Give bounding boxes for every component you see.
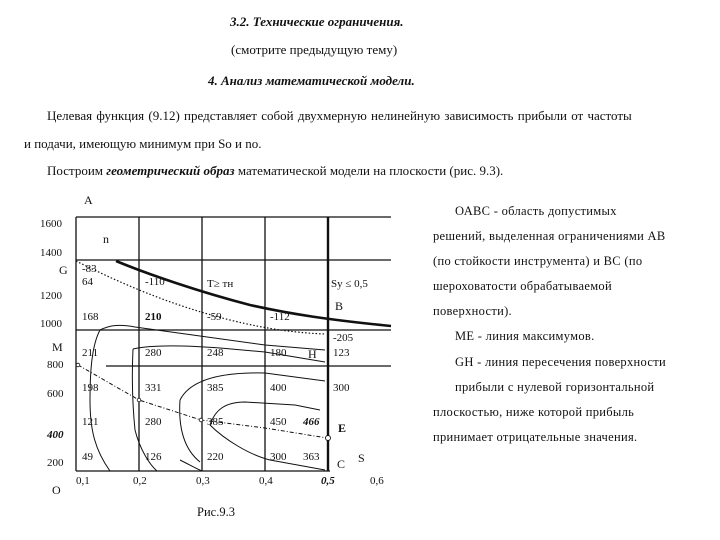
- axis-s-label: S: [358, 451, 365, 465]
- profit-value: 385: [207, 382, 224, 394]
- profit-value: 280: [145, 347, 162, 359]
- profit-values: [82, 263, 354, 463]
- axis-n-label: n: [103, 232, 109, 246]
- profit-value: 210: [145, 311, 162, 323]
- profit-value: 385: [207, 416, 224, 428]
- zero-profit-line-gh: [76, 261, 325, 334]
- paragraph-2-suffix: математической модели на плоскости (рис. 9.3).: [234, 163, 504, 178]
- side-text-line: прибыли с нулевой горизонтальной: [455, 380, 655, 394]
- profit-value: 248: [207, 347, 224, 359]
- profit-value: 49: [82, 451, 93, 463]
- point-h-label: H: [308, 347, 317, 361]
- profit-value: 64: [82, 276, 93, 288]
- profit-value: 450: [270, 416, 287, 428]
- side-text-line: МЕ - линия максимумов.: [455, 329, 595, 343]
- profit-value: -112: [270, 311, 290, 323]
- profit-value: 211: [82, 347, 99, 359]
- tool-life-constraint-label: Т≥ тн: [207, 278, 234, 290]
- profit-value: -59: [207, 311, 222, 323]
- x-tick: 0,2: [133, 475, 147, 487]
- point-b-label: B: [335, 299, 344, 313]
- section-title: 3.2. Технические ограничения.: [230, 14, 404, 29]
- subsection-title: 4. Анализ математической модели.: [208, 73, 415, 88]
- profit-value: 126: [145, 451, 162, 463]
- x-tick: 0,6: [370, 475, 384, 487]
- line-marker: [137, 398, 141, 402]
- profit-value: -205: [333, 332, 354, 344]
- profit-value: 180: [270, 347, 287, 359]
- side-text-line: принимает отрицательные значения.: [433, 430, 638, 444]
- paragraph-1-line-2: и подачи, имеющую минимум при So и no.: [24, 136, 262, 151]
- point-m-label: M: [52, 340, 63, 354]
- constraint-labels: [207, 278, 368, 290]
- paragraph-1-line-1: Целевая функция (9.12) представляет собой двухмерную нелинейную зависимость прибыли от частоты: [47, 108, 632, 123]
- profit-value: 363: [303, 451, 320, 463]
- x-tick: 0,5: [321, 475, 335, 487]
- side-text-line: решений, выделенная ограничениями АВ: [433, 229, 666, 243]
- point-e-label: E: [338, 421, 347, 435]
- point-e-marker: [326, 436, 331, 441]
- section-note: (смотрите предыдущую тему): [231, 42, 398, 57]
- profit-value: 300: [333, 382, 350, 394]
- profit-value: 220: [207, 451, 224, 463]
- point-c-label: C: [337, 457, 346, 471]
- profit-value: 300: [270, 451, 287, 463]
- point-g-label: G: [59, 263, 68, 277]
- y-tick: 1200: [40, 290, 62, 302]
- profit-value: -83: [82, 263, 97, 275]
- paragraph-2-emphasis: геометрический образ: [106, 163, 235, 178]
- roughness-constraint-label: Sy ≤ 0,5: [331, 278, 368, 290]
- profit-value: 198: [82, 382, 99, 394]
- y-tick: 600: [47, 388, 64, 400]
- side-text-line: поверхности).: [433, 304, 512, 318]
- side-text-line: (по стойкости инструмента) и ВС (по: [433, 254, 643, 268]
- y-tick: 400: [47, 429, 64, 441]
- y-tick: 1600: [40, 218, 62, 230]
- x-tick: 0,4: [259, 475, 273, 487]
- line-marker: [199, 418, 203, 422]
- profit-value: -110: [145, 276, 165, 288]
- side-text-line: шероховатости обрабатываемой: [433, 279, 612, 293]
- x-axis-labels: [76, 475, 384, 487]
- y-tick: 1400: [40, 247, 62, 259]
- profit-value: 121: [82, 416, 99, 428]
- side-text-line: GH - линия пересечения поверхности: [455, 355, 666, 369]
- profit-value: 280: [145, 416, 162, 428]
- x-tick: 0,1: [76, 475, 90, 487]
- figure-caption: Рис.9.3: [197, 505, 235, 519]
- paragraph-2-prefix: Построим: [47, 163, 107, 178]
- point-a-label: A: [84, 193, 93, 207]
- side-text-line: ОАВС - область допустимых: [455, 204, 617, 218]
- profit-value: 331: [145, 382, 162, 394]
- point-o-label: O: [52, 483, 61, 497]
- y-tick: 800: [47, 359, 64, 371]
- side-text-line: плоскостью, ниже которой прибыль: [433, 405, 635, 419]
- y-tick: 1000: [40, 318, 62, 330]
- profit-value: 168: [82, 311, 99, 323]
- profit-value: 466: [303, 416, 320, 428]
- y-tick: 200: [47, 457, 64, 469]
- x-tick: 0,3: [196, 475, 210, 487]
- profit-value: 400: [270, 382, 287, 394]
- point-m-marker: [76, 363, 80, 367]
- profit-value: 123: [333, 347, 350, 359]
